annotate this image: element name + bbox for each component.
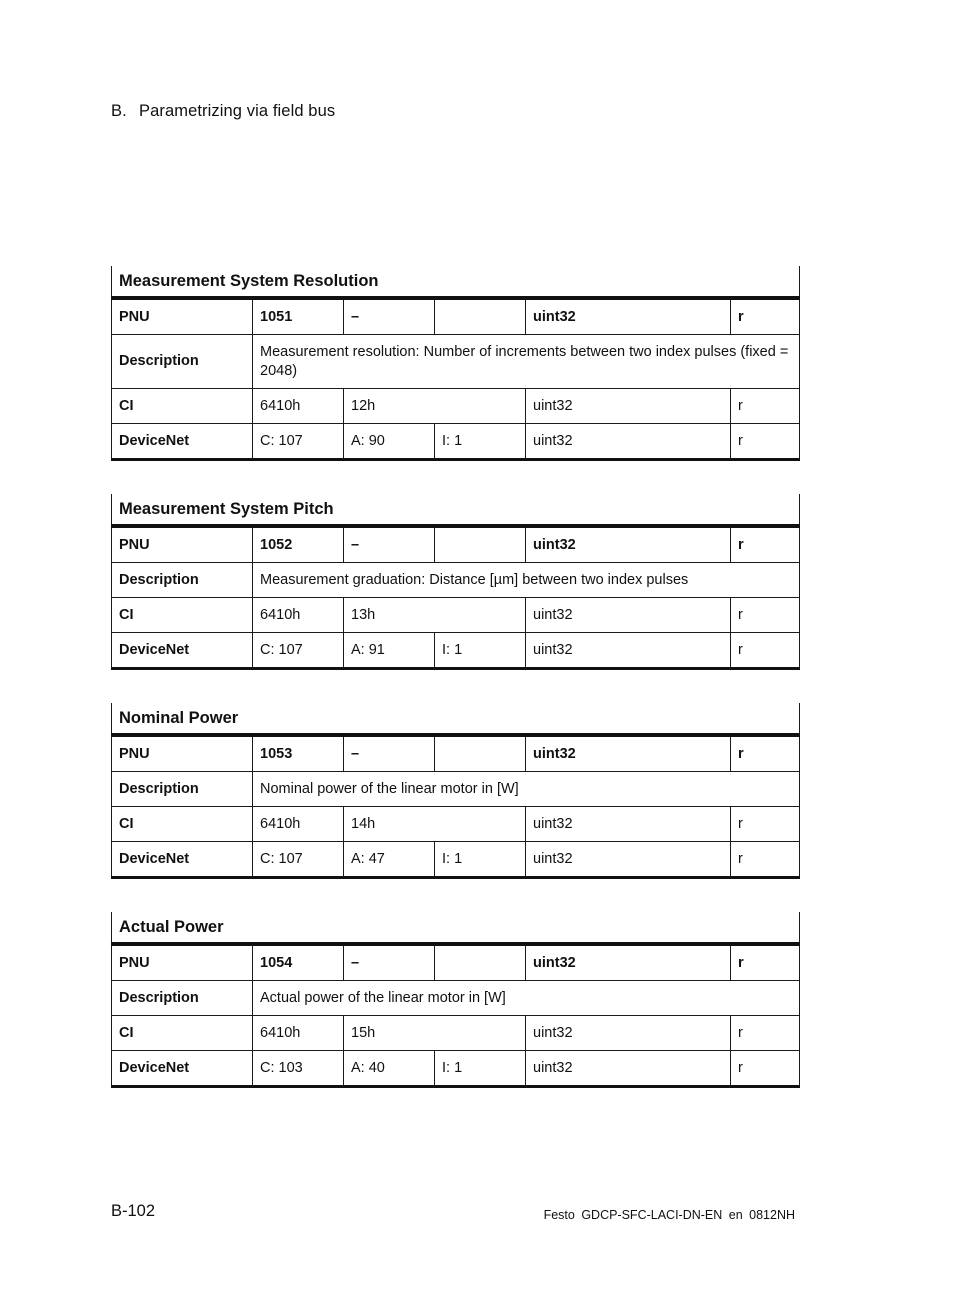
page-number: B-102 [111,1202,156,1220]
pnu-empty [435,944,526,981]
pnu-empty [435,298,526,335]
pnu-value: 1051 [253,298,344,335]
table-title: Measurement System Resolution [112,266,800,298]
description-text: Nominal power of the linear motor in [W] [253,772,800,807]
devicenet-class: C: 103 [253,1051,344,1087]
parameter-table-1054 [111,912,800,1088]
document-identifier: Festo GDCP-SFC-LACI-DN-EN en 0812NH [543,1208,795,1222]
pnu-access: r [731,526,800,563]
pnu-label: PNU [112,298,253,335]
devicenet-attribute: A: 40 [344,1051,435,1087]
chapter-number: B. [111,102,127,120]
devicenet-attribute: A: 47 [344,842,435,878]
ci-index: 6410h [253,389,344,424]
ci-type: uint32 [526,598,731,633]
description-label: Description [112,772,253,807]
devicenet-attribute: A: 90 [344,424,435,460]
ci-type: uint32 [526,1016,731,1051]
devicenet-access: r [731,424,800,460]
ci-type: uint32 [526,807,731,842]
chapter-title: Parametrizing via field bus [139,102,336,120]
ci-subindex: 15h [344,1016,526,1051]
parameter-table-1053 [111,703,800,879]
parameter-table-1052 [111,494,800,670]
ci-label: CI [112,1016,253,1051]
pnu-value: 1054 [253,944,344,981]
devicenet-type: uint32 [526,842,731,878]
pnu-label: PNU [112,944,253,981]
ci-label: CI [112,807,253,842]
devicenet-type: uint32 [526,633,731,669]
devicenet-instance: I: 1 [435,633,526,669]
ci-index: 6410h [253,1016,344,1051]
devicenet-instance: I: 1 [435,1051,526,1087]
ci-access: r [731,389,800,424]
devicenet-label: DeviceNet [112,633,253,669]
ci-subindex: 12h [344,389,526,424]
devicenet-attribute: A: 91 [344,633,435,669]
ci-type: uint32 [526,389,731,424]
devicenet-type: uint32 [526,1051,731,1087]
devicenet-instance: I: 1 [435,842,526,878]
description-label: Description [112,335,253,389]
description-text: Measurement graduation: Distance [µm] between two index pulses [253,563,800,598]
devicenet-class: C: 107 [253,633,344,669]
pnu-label: PNU [112,735,253,772]
ci-subindex: 14h [344,807,526,842]
pnu-type: uint32 [526,298,731,335]
devicenet-access: r [731,1051,800,1087]
ci-subindex: 13h [344,598,526,633]
pnu-empty [435,735,526,772]
pnu-type: uint32 [526,944,731,981]
devicenet-label: DeviceNet [112,1051,253,1087]
description-text: Measurement resolution: Number of increments between two index pulses (fixed = 2048) [253,335,800,389]
pnu-access: r [731,735,800,772]
description-label: Description [112,563,253,598]
devicenet-label: DeviceNet [112,842,253,878]
ci-index: 6410h [253,807,344,842]
ci-label: CI [112,389,253,424]
devicenet-label: DeviceNet [112,424,253,460]
table-title: Measurement System Pitch [112,494,800,526]
pnu-dash: – [344,526,435,563]
parameter-table-1051 [111,266,800,461]
devicenet-instance: I: 1 [435,424,526,460]
devicenet-class: C: 107 [253,842,344,878]
ci-access: r [731,1016,800,1051]
pnu-access: r [731,298,800,335]
ci-label: CI [112,598,253,633]
ci-access: r [731,807,800,842]
pnu-access: r [731,944,800,981]
devicenet-access: r [731,633,800,669]
ci-access: r [731,598,800,633]
description-text: Actual power of the linear motor in [W] [253,981,800,1016]
description-label: Description [112,981,253,1016]
pnu-type: uint32 [526,735,731,772]
pnu-value: 1052 [253,526,344,563]
pnu-dash: – [344,298,435,335]
table-title: Nominal Power [112,703,800,735]
ci-index: 6410h [253,598,344,633]
table-title: Actual Power [112,912,800,944]
pnu-label: PNU [112,526,253,563]
pnu-dash: – [344,735,435,772]
chapter-heading [111,102,335,121]
pnu-type: uint32 [526,526,731,563]
pnu-empty [435,526,526,563]
devicenet-access: r [731,842,800,878]
devicenet-class: C: 107 [253,424,344,460]
pnu-dash: – [344,944,435,981]
devicenet-type: uint32 [526,424,731,460]
pnu-value: 1053 [253,735,344,772]
